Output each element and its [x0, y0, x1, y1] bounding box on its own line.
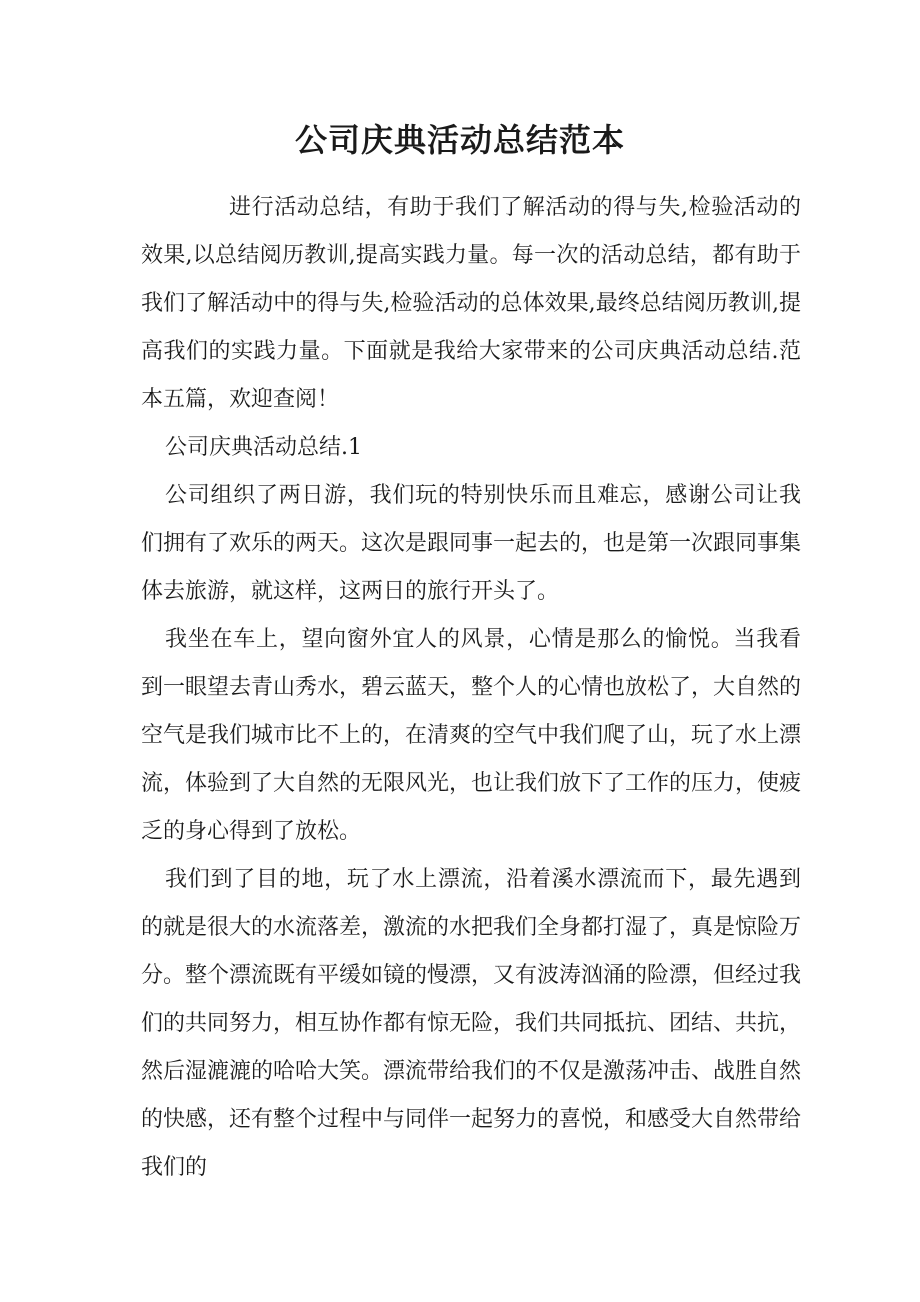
document-title: 公司庆典活动总结范本: [294, 121, 625, 159]
document-body: [141, 184, 801, 1192]
intro-paragraph: 进行活动总结，有助于我们了解活动的得与失,检验活动的效果,以总结阅历教训,提高实践力量。每一次的活动总结，都有助于我们了解活动中的得与失,检验活动的总体效果,最终总结阅历教训,提高我们的实践力量。下面就是我给大家带来的公司庆典活动总结.范本五篇，欢迎查阅！: [141, 195, 801, 412]
body-paragraph: 公司组织了两日游，我们玩的特别快乐而且难忘，感谢公司让我们拥有了欢乐的两天。这次是跟同事一起去的，也是第一次跟同事集体去旅游，就这样，这两日的旅行开头了。: [141, 483, 802, 604]
body-paragraph: 我坐在车上，望向窗外宜人的风景，心情是那么的愉悦。当我看到一眼望去青山秀水，碧云蓝天，整个人的心情也放松了，大自然的空气是我们城市比不上的，在清爽的空气中我们爬了山，玩了水上漂流，体验到了大自然的无限风光，也让我们放下了工作的压力，使疲乏的身心得到了放松。: [141, 627, 802, 844]
body-paragraph: 我们到了目的地，玩了水上漂流，沿着溪水漂流而下，最先遇到的就是很大的水流落差，激流的水把我们全身都打湿了，真是惊险万分。整个漂流既有平缓如镜的慢漂，又有波涛汹涌的险漂，但经过我们的共同努力，相互协作都有惊无险，我们共同抵抗、团结、共抗，然后湿漉漉的哈哈大笑。漂流带给我们的不仅是激荡冲击、战胜自然的快感，还有整个过程中与同伴一起努力的喜悦，和感受大自然带给我们的: [141, 867, 802, 1180]
section-heading: 公司庆典活动总结.1: [165, 435, 362, 460]
